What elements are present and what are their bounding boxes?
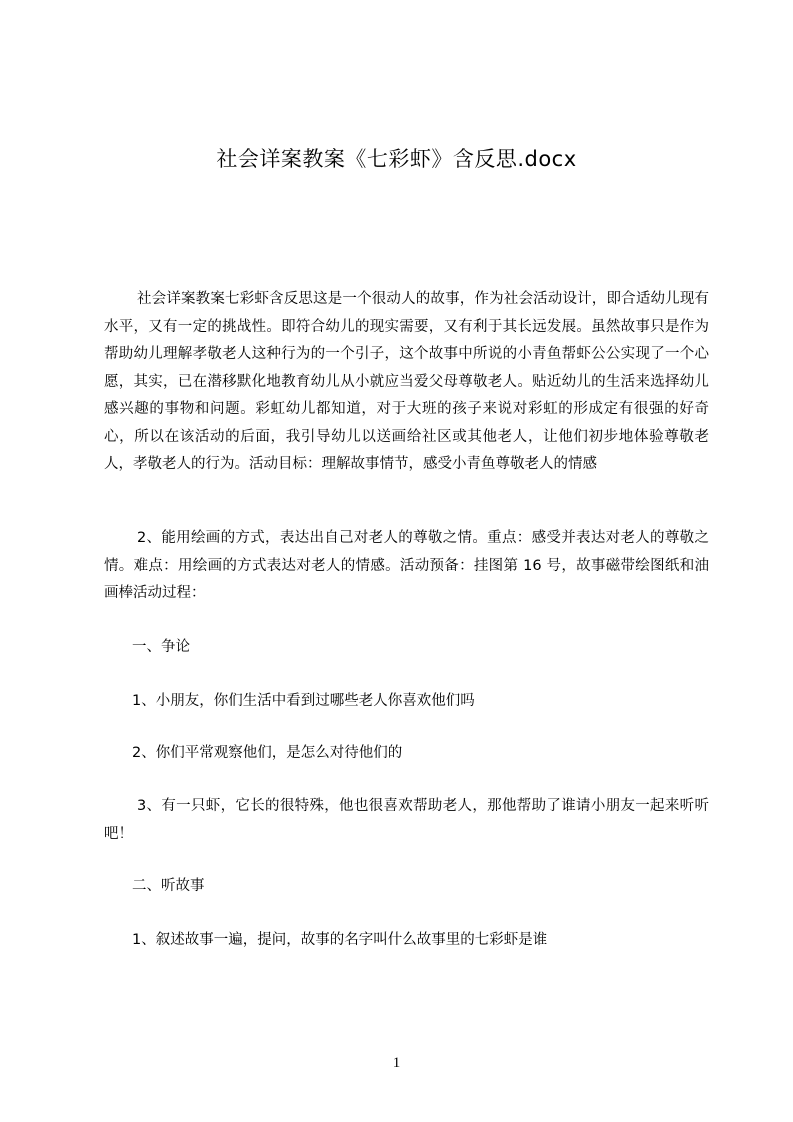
paragraph-intro: 社会详案教案七彩虾含反思这是一个很动人的故事，作为社会活动设计，即合适幼儿现有水平，又有一定的挑战性。即符合幼儿的现实需要，又有利于其长远发展。虽然故事只是作为帮助幼儿理解孝敬老人这种行为的一个引子，这个故事中所说的小青鱼帮虾公公实现了一个心愿，其实，已在潜移默化地教育幼儿从小就应当爱父母尊敬老人。贴近幼儿的生活来选择幼儿感兴趣的事物和问题。彩虹幼儿都知道，对于大班的孩子来说对彩虹的形成定有很强的好奇心，所以在该活动的后面，我引导幼儿以送画给社区或其他老人，让他们初步地体验尊敬老人，孝敬老人的行为。活动目标：理解故事情节，感受小青鱼尊敬老人的情感 [104,291,709,472]
paragraph-story-1: 1、叙述故事一遍，提问，故事的名字叫什么故事里的七彩虾是谁 [132,932,548,948]
document-title: 社会详案教案《七彩虾》含反思.docx [216,147,577,171]
paragraph-question-1: 1、小朋友，你们生活中看到过哪些老人你喜欢他们吗 [132,693,475,709]
page-number: 1 [392,1055,401,1071]
paragraph-question-3: 3、有一只虾，它长的很特殊，他也很喜欢帮助老人，那他帮助了谁请小朋友一起来听听吧！ [104,798,709,842]
section-heading-discussion: 一、争论 [132,639,190,655]
paragraph-question-2: 2、你们平常观察他们，是怎么对待他们的 [132,745,403,761]
section-heading-story: 二、听故事 [132,878,205,894]
paragraph-goals: 2、能用绘画的方式，表达出自己对老人的尊敬之情。重点：感受并表达对老人的尊敬之情。难点：用绘画的方式表达对老人的情感。活动预备：挂图第 16 号，故事磁带绘图纸和油画棒活动过程： [104,530,709,601]
